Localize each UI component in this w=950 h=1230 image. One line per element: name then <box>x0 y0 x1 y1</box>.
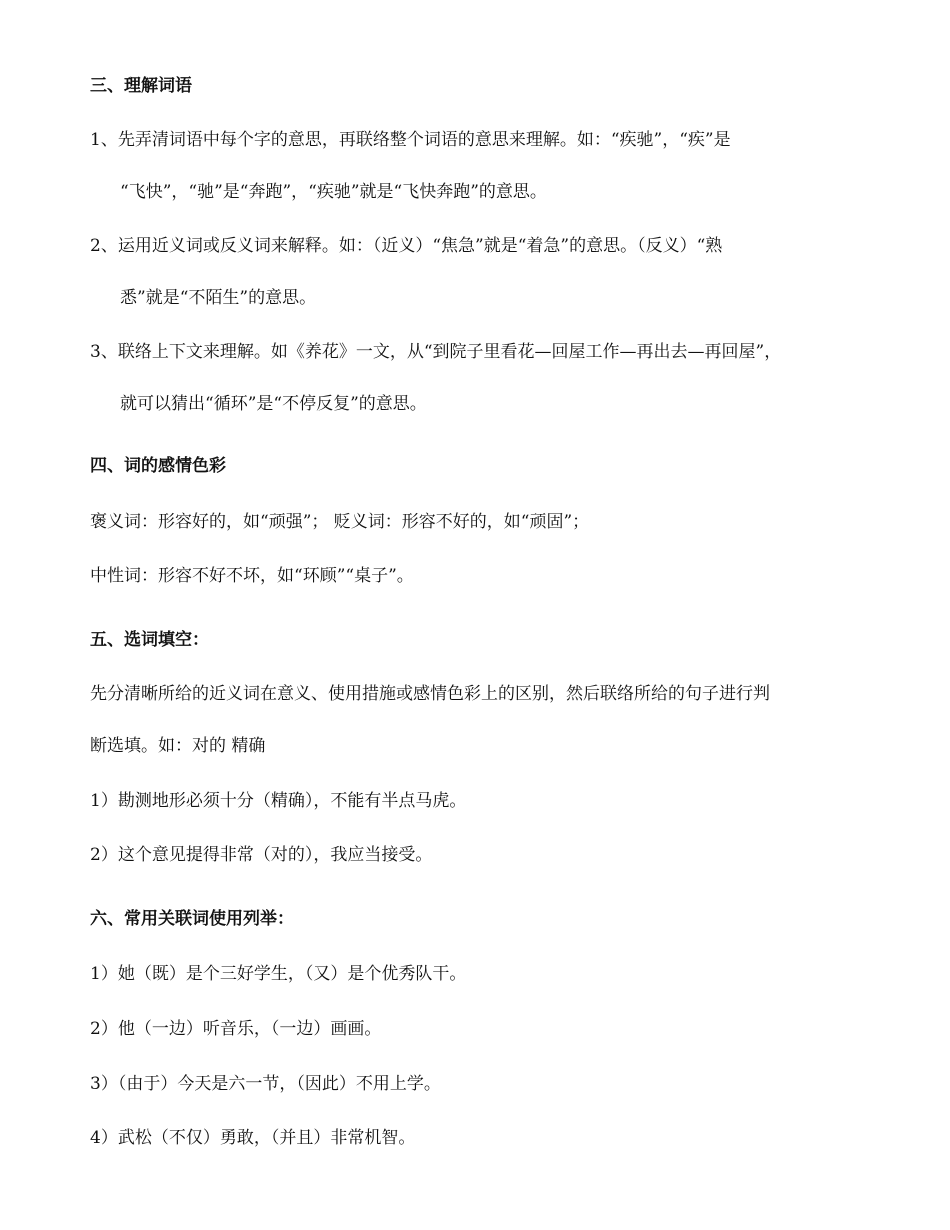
conjunction-example-2: 2）他（一边）听音乐，（一边）画画。 <box>90 1019 382 1039</box>
emotion-line-1: 褒义词：形容好的，如“顽强”； 贬义词：形容不好的，如“顽固”； <box>90 512 590 532</box>
paragraph-item-2-line-2: 悉”就是“不陌生”的意思。 <box>120 288 317 308</box>
fill-blank-example-2: 2）这个意见提得非常（对的），我应当接受。 <box>90 845 433 865</box>
paragraph-item-1-line-2: “飞快”，“驰”是“奔跑”，“疾驰”就是“飞快奔跑”的意思。 <box>120 182 547 202</box>
conjunction-example-1: 1）她（既）是个三好学生，（又）是个优秀队干。 <box>90 964 467 984</box>
paragraph-item-2-line-1: 2、运用近义词或反义词来解释。如：（近义）“焦急”就是“着急”的意思。（反义）“熟 <box>90 236 723 256</box>
conjunction-example-3: 3）（由于）今天是六一节，（因此）不用上学。 <box>90 1074 441 1094</box>
paragraph-item-3-line-1: 3、联络上下文来理解。如《养花》一文，从“到院子里看花—回屋工作—再出去—再回屋”， <box>90 342 782 362</box>
fill-blank-intro-line-2: 断选填。如：对的 精确 <box>90 736 266 756</box>
section-heading-word-emotion: 四、词的感情色彩 <box>90 456 226 476</box>
paragraph-item-1-line-1: 1、先弄清词语中每个字的意思，再联络整个词语的意思来理解。如：“疾驰”，“疾”是 <box>90 130 731 150</box>
conjunction-example-4: 4）武松（不仅）勇敢，（并且）非常机智。 <box>90 1128 416 1148</box>
fill-blank-intro-line-1: 先分清晰所给的近义词在意义、使用措施或感情色彩上的区别，然后联络所给的句子进行判 <box>90 684 770 704</box>
section-heading-fill-blank: 五、选词填空： <box>90 630 209 650</box>
section-heading-conjunctions: 六、常用关联词使用列举： <box>90 909 294 929</box>
paragraph-item-3-line-2: 就可以猜出“循环”是“不停反复”的意思。 <box>120 394 427 414</box>
section-heading-understand-words: 三、理解词语 <box>90 76 192 96</box>
emotion-line-2: 中性词：形容不好不坏，如“环顾”“桌子”。 <box>90 566 414 586</box>
fill-blank-example-1: 1）勘测地形必须十分（精确），不能有半点马虎。 <box>90 791 467 811</box>
